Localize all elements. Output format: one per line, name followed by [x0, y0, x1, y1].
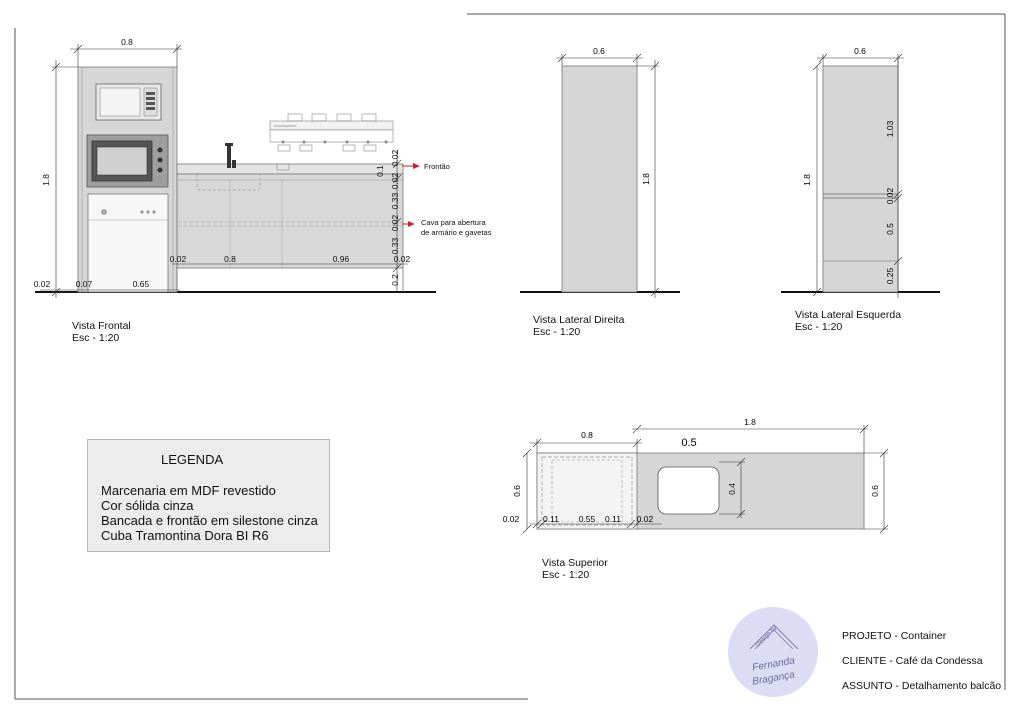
dim-left-middle: 0.5: [885, 223, 895, 235]
dim-v-door: 0.33: [390, 237, 400, 255]
countertop: [177, 164, 403, 174]
legend-box: [87, 439, 330, 552]
shelf-with-jars: [270, 114, 393, 170]
oven: [87, 135, 168, 187]
dim-counter-left: 0.02: [169, 254, 187, 264]
left-side-view: [781, 46, 940, 298]
dim-counter-right: 0.02: [393, 254, 411, 264]
right-view-caption: [533, 314, 624, 338]
dim-top-sink-depth: 0.4: [727, 483, 737, 495]
top-view-caption: [542, 557, 608, 581]
dim-top-left-width: 0.8: [581, 430, 593, 440]
dishwasher: [88, 194, 168, 292]
logo-name-1: Fernanda: [751, 655, 796, 674]
right-view-scale: Esc - 1:20: [533, 326, 581, 338]
logo-mark: [728, 607, 818, 697]
dim-top-total: 1.8: [744, 417, 756, 427]
dim-left-gap: 0.02: [885, 187, 895, 205]
legend-item: Cuba Tramontina Dora BI R6: [101, 528, 269, 543]
designer-logo: [728, 607, 818, 697]
dim-top-depth-left: 0.6: [512, 485, 522, 497]
dim-top-side2: 0.11: [605, 514, 621, 524]
dim-right-width: 0.6: [593, 46, 605, 56]
top-view-scale: Esc - 1:20: [542, 569, 590, 581]
dim-right-height: 1.8: [641, 173, 651, 185]
dim-front-width: 0.8: [121, 37, 133, 47]
dim-top-edge-left: 0.02: [502, 514, 520, 524]
logo-design-by: Design by: [755, 625, 779, 649]
cava-label-1: Cava para abertura: [421, 218, 486, 227]
right-view-title: Vista Lateral Direita: [533, 314, 625, 326]
top-view-title: Vista Superior: [542, 557, 608, 569]
dim-base-width: 0.65: [132, 279, 150, 289]
fronton-label: Frontão: [424, 162, 450, 171]
front-view-caption: [72, 320, 131, 344]
front-view-scale: Esc - 1:20: [72, 332, 120, 344]
subject-label: ASSUNTO - Detalhamento balcão: [842, 680, 1002, 692]
dim-v-top: 0.1: [375, 165, 385, 177]
dim-left-width: 0.6: [854, 46, 866, 56]
dim-v-gap2: 0.02: [390, 214, 400, 232]
left-view-caption: [795, 309, 901, 333]
dim-left-upper: 1.03: [885, 120, 895, 138]
dim-counter-w1: 0.8: [224, 254, 236, 264]
project-label: PROJETO - Container: [842, 630, 947, 642]
front-view: [34, 37, 492, 298]
dim-left-height: 1.8: [802, 174, 812, 186]
sink-bowl: [658, 467, 719, 514]
top-view: [503, 417, 888, 533]
legend-item: Marcenaria em MDF revestido: [101, 483, 276, 498]
microwave: [96, 84, 161, 120]
lower-cabinets: [177, 174, 403, 268]
dim-v-gap1: 0.02: [390, 172, 400, 190]
dim-base-left: 0.02: [33, 279, 51, 289]
dim-top-depth-right: 0.6: [870, 485, 880, 497]
legend-item: Cor sólida cinza: [101, 498, 194, 513]
client-label: CLIENTE - Café da Condessa: [842, 655, 983, 667]
left-view-title: Vista Lateral Esquerda: [795, 309, 902, 321]
annotation-fronton: [402, 162, 450, 171]
legend-item: Bancada e frontão em silestone cinza: [101, 513, 318, 528]
dim-v-drawer: 0.33: [390, 192, 400, 210]
dim-front-height: 1.8: [41, 174, 51, 186]
dim-counter-w2: 0.96: [332, 254, 350, 264]
dim-left-lower: 0.25: [885, 267, 895, 285]
right-side-view: [520, 46, 680, 298]
annotation-cava: [402, 218, 492, 237]
dim-base-mid: 0.07: [75, 279, 93, 289]
dim-top-sink-offset: 0.5: [681, 437, 697, 449]
dim-top-mid: 0.55: [578, 514, 596, 524]
left-view-scale: Esc - 1:20: [795, 321, 843, 333]
front-view-title: Vista Frontal: [72, 320, 131, 332]
dim-v-splash: 0.02: [390, 149, 400, 167]
dim-top-side1: 0.11: [543, 514, 559, 524]
cava-label-2: de armário e gavetas: [421, 228, 492, 237]
legend-title: LEGENDA: [161, 452, 224, 467]
logo-name-2: Bragança: [751, 669, 796, 688]
dim-top-edge-right: 0.02: [636, 514, 654, 524]
dim-v-base: 0.2: [390, 274, 400, 286]
